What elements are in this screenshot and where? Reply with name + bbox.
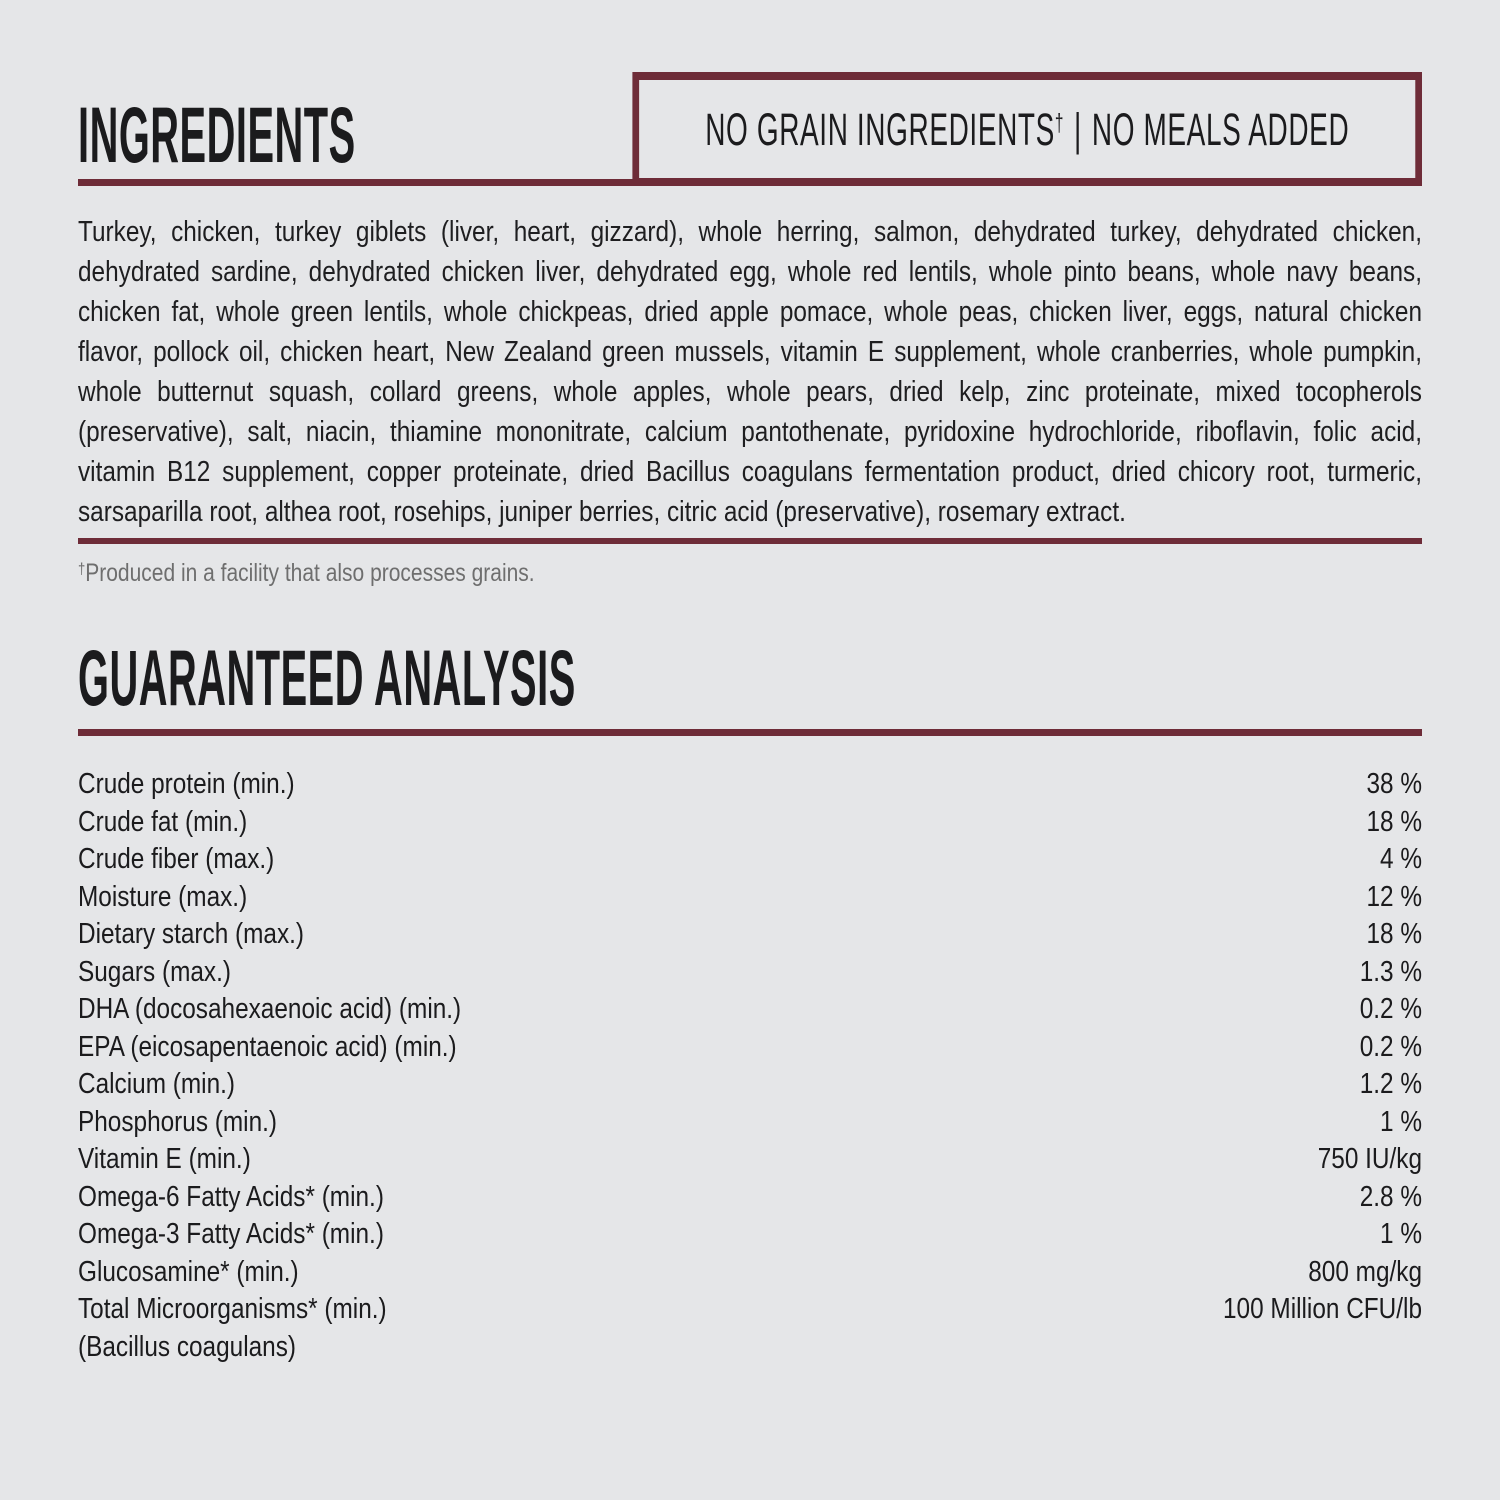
ingredients-list-text: Turkey, chicken, turkey giblets (liver, heart, gizzard), whole herring, salmon, dehydrated turkey, dehydrated chicken, dehydrated sardine, dehydrated chicken liver, dehydrated egg, whole red lentils, whole pinto beans, whole navy beans, chicken fat, whole green lentils, whole chickpeas, dried apple pomace, whole peas, chicken liver, eggs, natural chicken flavor, pollock oil, chicken heart, New Zealand green mussels, vitamin E supplement, whole cranberries, whole pumpkin, whole butternut squash, collard greens, whole apples, whole pears, dried kelp, zinc proteinate, mixed tocopherols (preservative), salt, niacin, thiamine mononitrate, calcium pantothenate, pyridoxine hydrochloride, riboflavin, folic acid, vitamin B12 supplement, copper proteinate, dried Bacillus coagulans fermentation product, dried chicory root, turmeric, sarsaparilla root, althea root, rosehips, juniper berries, citric acid (preservative), rosemary extract. — [78, 216, 1422, 528]
analysis-row — [78, 841, 1422, 879]
analysis-row-label: EPA (eicosapentaenoic acid) (min.) — [78, 1030, 457, 1063]
analysis-row-value: 1 % — [1380, 1218, 1422, 1250]
analysis-row-label: DHA (docosahexaenoic acid) (min.) — [78, 993, 462, 1025]
no-grain-badge-text — [705, 103, 1350, 155]
analysis-row-label: Phosphorus (min.) — [78, 1105, 278, 1138]
analysis-row — [78, 1216, 1422, 1254]
analysis-row — [78, 954, 1422, 992]
analysis-row — [78, 1141, 1422, 1179]
analysis-row-label: Crude fiber (max.) — [78, 843, 275, 875]
ingredients-header-rule — [78, 179, 1422, 186]
analysis-row-value: 750 IU/kg — [1317, 1143, 1422, 1175]
analysis-row-label: Sugars (max.) — [78, 955, 231, 988]
footnote-divider-rule — [78, 538, 1422, 544]
badge-right-text: NO MEALS ADDED — [1091, 103, 1350, 155]
footnote-text: Produced in a facility that also processes grains. — [85, 559, 535, 587]
badge-left-text: NO GRAIN INGREDIENTS — [705, 103, 1055, 155]
analysis-row — [78, 766, 1422, 804]
ingredients-header — [78, 72, 1422, 186]
analysis-row-label: Crude protein (min.) — [78, 768, 295, 800]
analysis-row-label: Vitamin E (min.) — [78, 1143, 251, 1175]
badge-separator: | — [1073, 103, 1082, 155]
analysis-row-label: Calcium (min.) — [78, 1068, 236, 1100]
analysis-row-value: 18 % — [1366, 805, 1422, 838]
analysis-row-value: 12 % — [1366, 880, 1422, 913]
analysis-table — [78, 766, 1422, 1366]
badge-dagger-symbol: † — [1054, 109, 1065, 137]
analysis-row-value: 38 % — [1366, 768, 1422, 800]
analysis-row-value: 2.8 % — [1359, 1180, 1422, 1213]
footnote-dagger-symbol: † — [78, 561, 86, 579]
no-grain-badge — [632, 72, 1422, 186]
analysis-row — [78, 1329, 1422, 1367]
analysis-header-rule — [78, 729, 1422, 736]
analysis-row-label: (Bacillus coagulans) — [78, 1330, 296, 1363]
analysis-row-label: Omega-3 Fatty Acids* (min.) — [78, 1218, 384, 1250]
analysis-row — [78, 1291, 1422, 1329]
analysis-row — [78, 1254, 1422, 1292]
analysis-row-value: 800 mg/kg — [1308, 1255, 1422, 1288]
analysis-row-value: 0.2 % — [1359, 993, 1422, 1025]
analysis-row-value: 1.2 % — [1359, 1068, 1422, 1100]
grain-facility-footnote — [78, 558, 1422, 592]
analysis-row — [78, 916, 1422, 954]
analysis-row-value: 18 % — [1366, 918, 1422, 950]
analysis-row — [78, 879, 1422, 917]
analysis-row — [78, 1104, 1422, 1142]
analysis-row-label: Total Microorganisms* (min.) — [78, 1293, 387, 1325]
analysis-title: GUARANTEED ANALYSIS — [78, 633, 576, 722]
analysis-row-label: Omega-6 Fatty Acids* (min.) — [78, 1180, 384, 1213]
analysis-row-label: Glucosamine* (min.) — [78, 1255, 299, 1288]
analysis-row-value: 4 % — [1380, 843, 1422, 875]
label-content — [78, 0, 1422, 1366]
analysis-row — [78, 1066, 1422, 1104]
analysis-row-value: 100 Million CFU/lb — [1222, 1293, 1422, 1325]
analysis-row — [78, 804, 1422, 842]
analysis-row — [78, 1179, 1422, 1217]
analysis-row — [78, 991, 1422, 1029]
analysis-row-label: Moisture (max.) — [78, 880, 248, 913]
analysis-row-label: Dietary starch (max.) — [78, 918, 305, 950]
analysis-header — [78, 633, 1422, 736]
analysis-row — [78, 1029, 1422, 1067]
analysis-row-value: 0.2 % — [1359, 1030, 1422, 1063]
ingredients-title: INGREDIENTS — [78, 90, 356, 179]
analysis-row-value: 1 % — [1380, 1105, 1422, 1138]
analysis-row-label: Crude fat (min.) — [78, 805, 248, 838]
analysis-row-value: 1.3 % — [1359, 955, 1422, 988]
